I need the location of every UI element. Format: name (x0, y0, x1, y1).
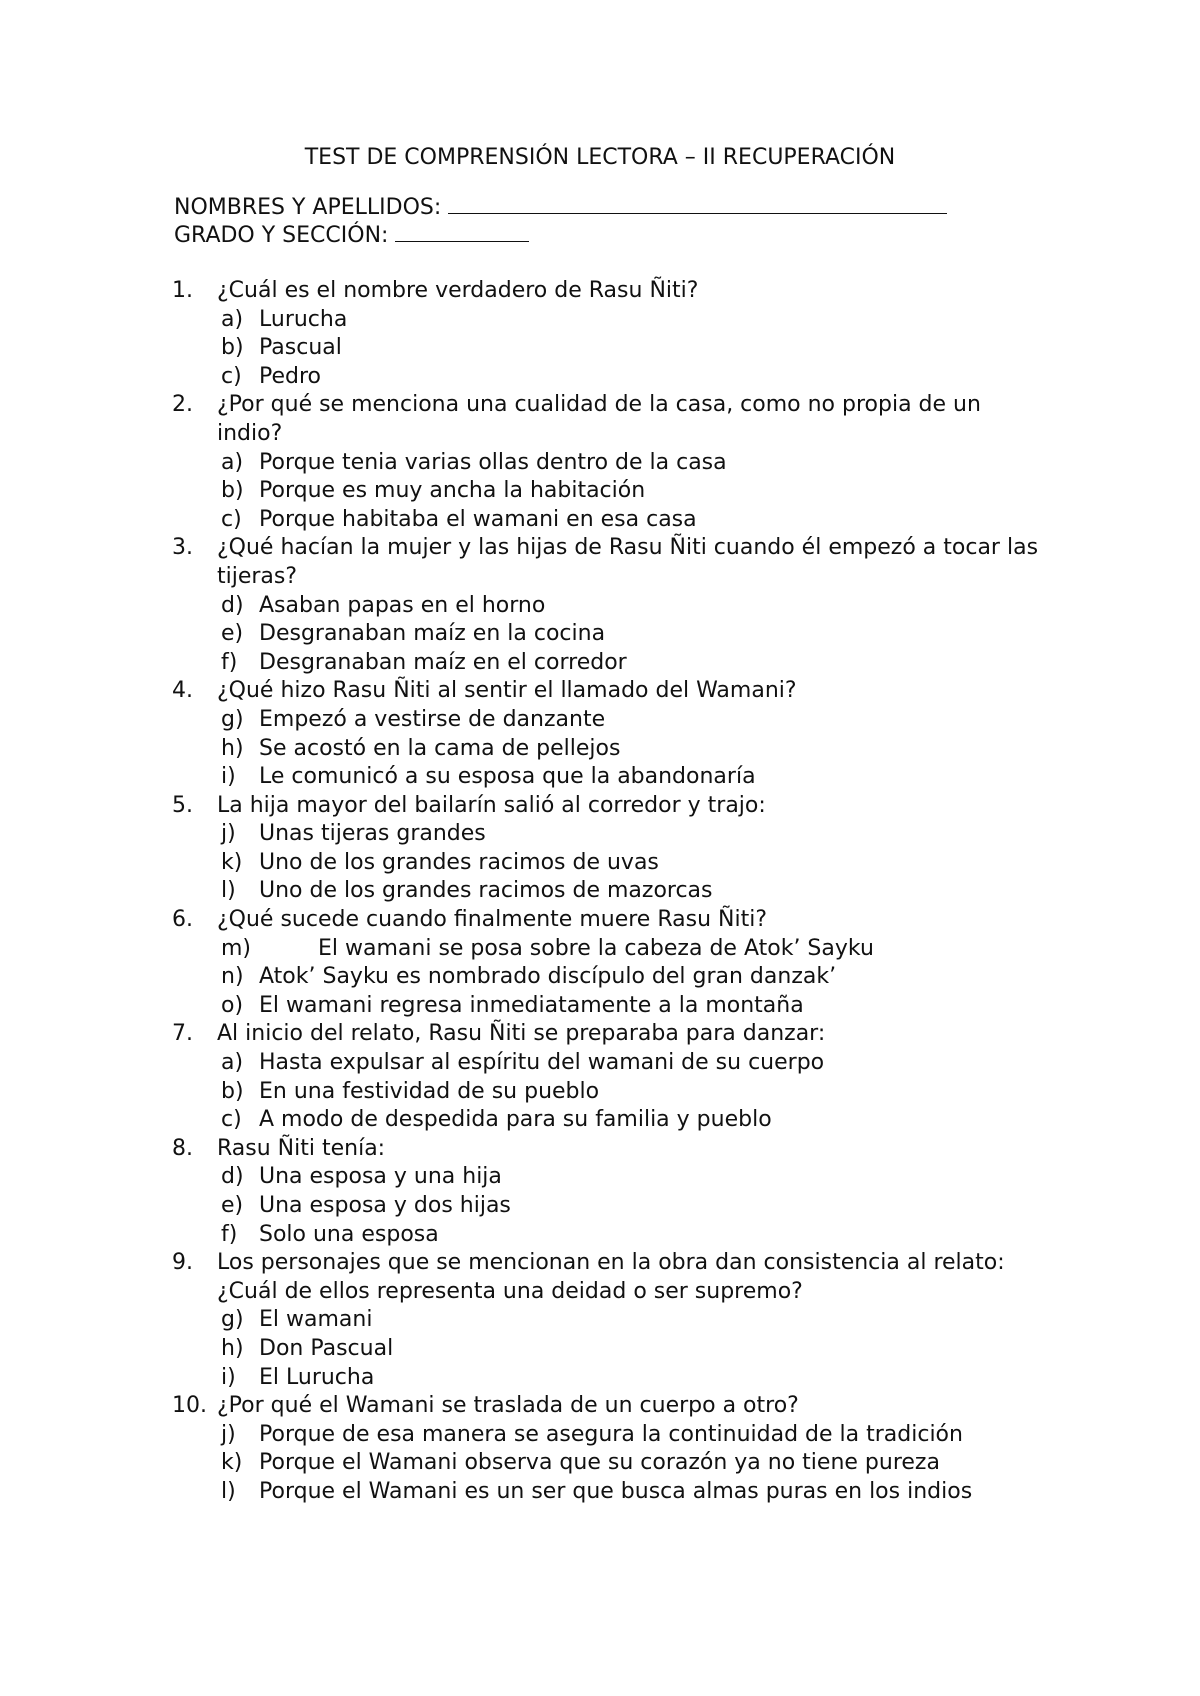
option-text: En una festividad de su pueblo (259, 1078, 600, 1104)
question-5 (0, 792, 1200, 821)
option-letter: c) (221, 1107, 242, 1133)
option (0, 1192, 1200, 1221)
question-text: ¿Por qué se menciona una cualidad de la casa, como no propia de un indio? (217, 392, 981, 446)
question-text: ¿Qué hacían la mujer y las hijas de Rasu Ñiti cuando él empezó a tocar las tijeras? (217, 535, 1039, 589)
option-text: Unas tijeras grandes (259, 821, 486, 847)
question-number: 8. (172, 1135, 193, 1161)
question-2 (0, 391, 1200, 448)
names-label: NOMBRES Y APELLIDOS: (174, 195, 449, 220)
option (0, 1106, 1200, 1135)
grade-blank-line (395, 219, 529, 242)
option-text: Hasta expulsar al espíritu del wamani de su cuerpo (259, 1050, 825, 1076)
option (0, 1478, 1200, 1507)
option-text: Porque el Wamani observa que su corazón ya no tiene pureza (259, 1450, 940, 1476)
option-letter: o) (221, 992, 244, 1018)
option-letter: m) (221, 935, 252, 961)
option-text: Desgranaban maíz en el corredor (259, 649, 627, 675)
option (0, 1364, 1200, 1393)
question-text: ¿Cuál es el nombre verdadero de Rasu Ñiti? (217, 278, 699, 303)
question-text: Al inicio del relato, Rasu Ñiti se preparaba para danzar: (217, 1021, 826, 1047)
option (0, 1421, 1200, 1450)
option (0, 820, 1200, 849)
option (0, 363, 1200, 392)
grade-field (174, 219, 529, 250)
option (0, 477, 1200, 506)
option-text: Don Pascual (259, 1335, 394, 1361)
option-letter: a) (221, 1050, 244, 1076)
question-number: 10. (172, 1393, 207, 1419)
option-text: El wamani se posa sobre la cabeza de Atok’ Sayku (318, 935, 874, 961)
option (0, 1163, 1200, 1192)
option-text: Porque de esa manera se asegura la continuidad de la tradición (259, 1421, 963, 1447)
option-text: Porque es muy ancha la habitación (259, 478, 646, 504)
option (0, 849, 1200, 878)
question-9 (0, 1249, 1200, 1306)
question-text: Los personajes que se mencionan en la obra dan consistencia al relato: ¿Cuál de ellos representa una deidad o ser supremo? (217, 1250, 1005, 1304)
question-number: 7. (172, 1021, 193, 1047)
option-text: El Lurucha (259, 1364, 375, 1390)
option-text: Desgranaban maíz en la cocina (259, 621, 606, 647)
option-text: Solo una esposa (259, 1221, 439, 1247)
option (0, 935, 1200, 964)
option (0, 506, 1200, 535)
document-title: TEST DE COMPRENSIÓN LECTORA – II RECUPERACIÓN (304, 145, 896, 170)
question-7 (0, 1020, 1200, 1049)
option (0, 992, 1200, 1021)
question-text: Rasu Ñiti tenía: (217, 1135, 386, 1161)
option (0, 1049, 1200, 1078)
option-text: Porque el Wamani es un ser que busca almas puras en los indios (259, 1478, 973, 1504)
question-number: 6. (172, 907, 193, 933)
option-letter: f) (221, 649, 238, 675)
option-letter: b) (221, 1078, 244, 1104)
option-text: Pascual (259, 335, 342, 361)
option-letter: c) (221, 506, 242, 532)
question-text: ¿Qué sucede cuando finalmente muere Rasu Ñiti? (217, 907, 767, 933)
question-4 (0, 677, 1200, 706)
question-10 (0, 1392, 1200, 1421)
question-number: 3. (172, 535, 193, 561)
option (0, 763, 1200, 792)
option-text: A modo de despedida para su familia y pueblo (259, 1107, 772, 1133)
option (0, 334, 1200, 363)
question-1 (0, 277, 1200, 306)
option (0, 1221, 1200, 1250)
option (0, 1078, 1200, 1107)
option-text: Porque habitaba el wamani en esa casa (259, 506, 697, 532)
option (0, 963, 1200, 992)
question-6 (0, 906, 1200, 935)
option (0, 877, 1200, 906)
option-letter: g) (221, 1307, 244, 1333)
option-text: Empezó a vestirse de danzante (259, 706, 606, 732)
option (0, 649, 1200, 678)
question-number: 1. (172, 278, 193, 303)
option-letter: b) (221, 478, 244, 504)
question-number: 9. (172, 1250, 193, 1276)
option-letter: l) (221, 1478, 236, 1504)
option-letter: l) (221, 878, 236, 904)
option (0, 735, 1200, 764)
option-letter: d) (221, 592, 244, 618)
question-number: 2. (172, 392, 193, 418)
option (0, 1335, 1200, 1364)
option-text: Asaban papas en el horno (259, 592, 546, 618)
option-text: Le comunicó a su esposa que la abandonaría (259, 764, 756, 790)
option-letter: k) (221, 1450, 243, 1476)
option-letter: i) (221, 1364, 236, 1390)
option (0, 706, 1200, 735)
option-letter: i) (221, 764, 236, 790)
option-letter: e) (221, 621, 244, 647)
names-blank-line (448, 191, 947, 214)
option-letter: e) (221, 1193, 244, 1218)
question-list (0, 277, 1200, 1507)
option-letter: h) (221, 735, 244, 761)
question-text: ¿Por qué el Wamani se traslada de un cuerpo a otro? (217, 1393, 799, 1419)
option-text: Una esposa y una hija (259, 1164, 502, 1190)
option-text: Porque tenia varias ollas dentro de la casa (259, 449, 727, 475)
question-8 (0, 1135, 1200, 1164)
option-text: Pedro (259, 363, 322, 389)
question-number: 4. (172, 678, 193, 704)
option-letter: j) (221, 821, 236, 847)
option-letter: c) (221, 363, 242, 389)
option-letter: a) (221, 449, 244, 475)
question-3 (0, 534, 1200, 591)
option (0, 592, 1200, 621)
option-letter: j) (221, 1421, 236, 1447)
option-letter: h) (221, 1335, 244, 1361)
option (0, 1449, 1200, 1478)
option-letter: k) (221, 849, 243, 875)
names-field (174, 191, 947, 222)
option-text: Una esposa y dos hijas (259, 1193, 511, 1218)
option-text: Uno de los grandes racimos de uvas (259, 849, 659, 875)
option-text: El wamani (259, 1307, 373, 1333)
option-letter: f) (221, 1221, 238, 1247)
option-text: Se acostó en la cama de pellejos (259, 735, 621, 761)
option-letter: a) (221, 306, 244, 332)
option (0, 620, 1200, 649)
question-number: 5. (172, 792, 193, 818)
question-text: La hija mayor del bailarín salió al corredor y trajo: (217, 792, 766, 818)
option-letter: b) (221, 335, 244, 361)
option-text: El wamani regresa inmediatamente a la montaña (259, 992, 804, 1018)
grade-label: GRADO Y SECCIÓN: (174, 223, 396, 248)
option-text: Atok’ Sayku es nombrado discípulo del gran danzak’ (259, 964, 837, 990)
option (0, 1306, 1200, 1335)
option-letter: g) (221, 706, 244, 732)
question-text: ¿Qué hizo Rasu Ñiti al sentir el llamado del Wamani? (217, 678, 797, 704)
option (0, 449, 1200, 478)
option-letter: d) (221, 1164, 244, 1190)
option-text: Lurucha (259, 306, 348, 332)
option-letter: n) (221, 964, 244, 990)
option (0, 306, 1200, 335)
option-text: Uno de los grandes racimos de mazorcas (259, 878, 713, 904)
